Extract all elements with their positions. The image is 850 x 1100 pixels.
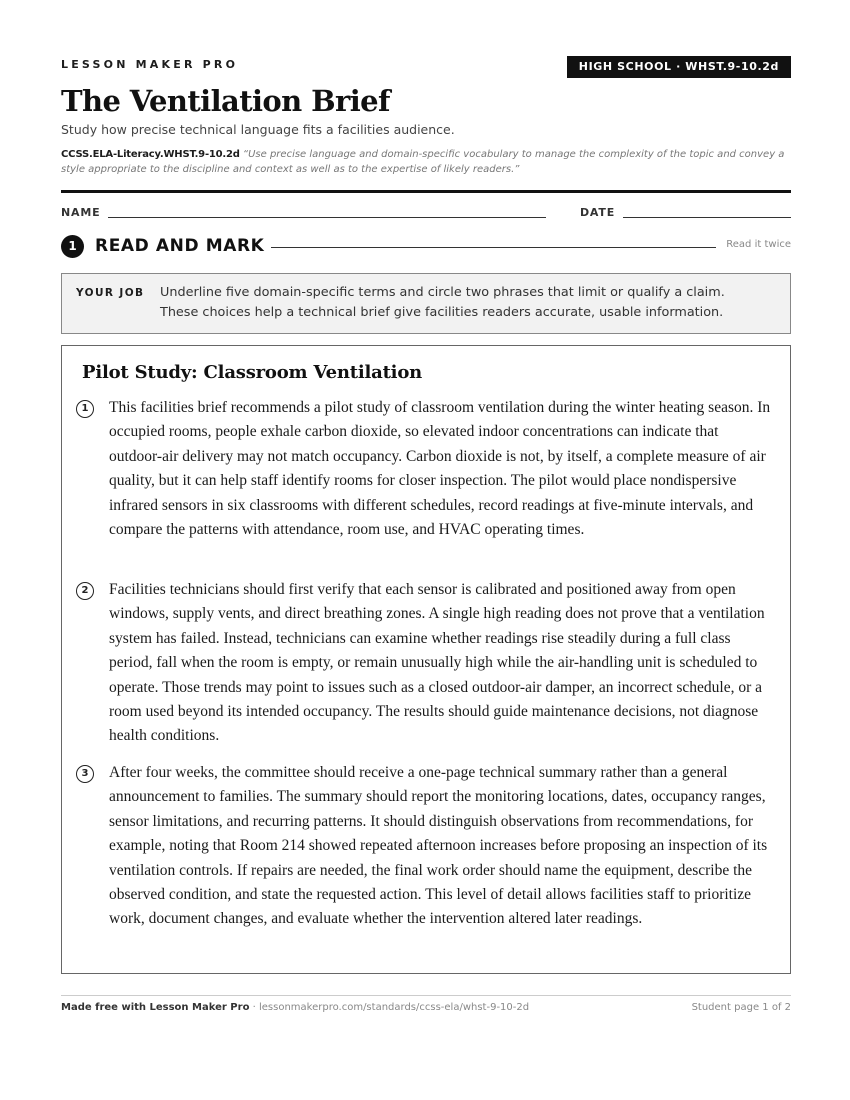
paragraph-text-2: Facilities technicians should first verify that each sensor is calibrated and positioned away from open windows, supply vents, and direct breathing zones. A single high reading does not prove that a ventilation system has failed. Instead, technicians can examine whether readings rise steadily during a full class period, fall when the room is empty, or remain unusually high while the air-handling unit is scheduled to operate. Those trends may point to issues such as a closed outdoor-air damper, an incorrect schedule, or a room used beyond its intended occupancy. The results should guide maintenance decisions, not diagnose health conditions. bbox=[109, 581, 765, 745]
page-subtitle: Study how precise technical language fits a facilities audience. bbox=[61, 122, 455, 137]
name-date-row bbox=[61, 205, 791, 221]
footer-page-number: Student page 1 of 2 bbox=[691, 1002, 791, 1013]
job-instructions-box bbox=[61, 273, 791, 334]
job-text: Underline five domain-specific terms and circle two phrases that limit or qualify a claim. These choices help a technical brief give facilities readers accurate, usable information. bbox=[160, 285, 725, 320]
section-title: READ AND MARK bbox=[95, 236, 265, 256]
footer-brand: Made free with Lesson Maker Pro bbox=[61, 1002, 250, 1013]
standard-code: CCSS.ELA-Literacy.WHST.9-10.2d bbox=[61, 149, 240, 160]
section-rule bbox=[271, 247, 716, 248]
job-label: YOUR JOB bbox=[76, 287, 145, 299]
page-footer bbox=[61, 1002, 791, 1013]
top-bar bbox=[61, 56, 791, 78]
paragraph-number-3: 3 bbox=[76, 765, 94, 783]
footer-url: · lessonmakerpro.com/standards/ccss-ela/whst-9-10-2d bbox=[249, 1002, 530, 1013]
name-label: NAME bbox=[61, 206, 101, 219]
page-title: The Ventilation Brief bbox=[61, 84, 390, 118]
passage-title: Pilot Study: Classroom Ventilation bbox=[82, 362, 423, 383]
section-note: Read it twice bbox=[726, 239, 791, 250]
header-divider bbox=[61, 190, 791, 193]
passage-paragraph-3 bbox=[76, 761, 772, 932]
paragraph-text-1: This facilities brief recommends a pilot study of classroom ventilation during the winter heating season. In occupied rooms, people exhale carbon dioxide, so elevated indoor concentrations can indicate that outdoor-air delivery may not match occupancy. Carbon dioxide is not, by itself, a complete measure of air quality, but it can help staff identify rooms for closer inspection. The pilot would place nondispersive infrared sensors in six classrooms with different schedules, record readings at five-minute intervals, and compare the patterns with attendance, room use, and HVAC operating times. bbox=[109, 399, 771, 539]
date-label: DATE bbox=[580, 206, 616, 219]
paragraph-number-1: 1 bbox=[76, 400, 94, 418]
section-number-badge: 1 bbox=[61, 235, 84, 258]
passage-paragraph-2 bbox=[76, 578, 772, 749]
section-header bbox=[61, 234, 791, 260]
date-field[interactable] bbox=[623, 217, 791, 218]
paragraph-number-2: 2 bbox=[76, 582, 94, 600]
reading-passage bbox=[61, 345, 791, 974]
standard-citation bbox=[61, 147, 791, 177]
brand-name: LESSON MAKER PRO bbox=[61, 58, 239, 71]
footer-divider bbox=[61, 995, 791, 996]
standard-quote: “Use precise language and domain-specific vocabulary to manage the complexity of the topic and convey a style appropriate to the discipline and context as well as to the expertise of likely readers.” bbox=[61, 149, 785, 175]
name-field[interactable] bbox=[108, 217, 546, 218]
grade-standard-badge: HIGH SCHOOL · WHST.9-10.2d bbox=[567, 56, 791, 78]
paragraph-text-3: After four weeks, the committee should receive a one-page technical summary rather than a general announcement to families. The summary should report the monitoring locations, dates, occupancy ranges, sensor limitations, and recurring patterns. It should distinguish observations from recommendations, for example, noting that Room 214 showed repeated afternoon increases before proposing an inspection of its ventilation controls. If repairs are needed, the final work order should name the equipment, describe the observed condition, and state the requested action. This level of detail allows facilities staff to prioritize work, document changes, and evaluate whether the intervention altered later readings. bbox=[109, 764, 768, 928]
passage-paragraph-1 bbox=[76, 396, 772, 542]
